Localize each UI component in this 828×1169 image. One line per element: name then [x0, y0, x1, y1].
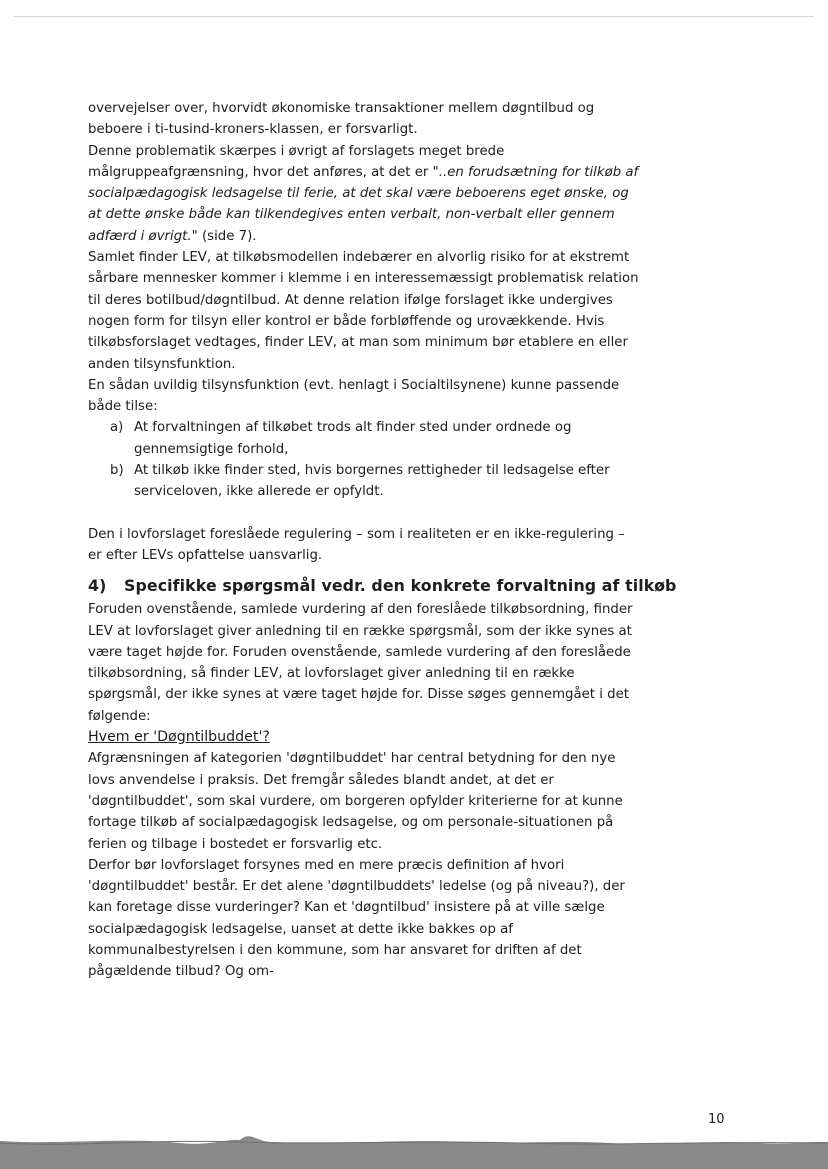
list-item-text: At tilkøb ikke finder sted, hvis borgernes rettigheder til ledsagelse efter serviceloven, ikke allerede er opfyldt. [134, 463, 610, 500]
paragraph-precise-definition: Derfor bør lovforslaget forsynes med en mere præcis definition af hvori 'døgntilbuddet' består. Er det alene 'døgntilbuddets' ledelse (og på niveau?), der kan foretage disse vurderinger? Kan et 'døgntilbud' insistere på at ville sælge socialpædagogisk ledsagelse, uanset at dette ikke bakkes op af kommunalbestyrelsen i den kommune, som har ansvaret for driften af det pågældende tilbud? Og om- [88, 857, 625, 980]
subheading: Hvem er 'Døgntilbuddet'? [88, 729, 270, 746]
list-item-text: At forvaltningen af tilkøbet trods alt finder sted under ordnede og gennemsigtige forhold, [134, 420, 572, 457]
paragraph-target-group [88, 141, 640, 247]
list-marker: a) [110, 420, 124, 436]
paragraph-risk-assessment: Samlet finder LEV, at tilkøbsmodellen indebærer en alvorlig risiko for at ekstremt sårbare mennesker kommer i klemme i en interessemæssigt problematisk relation til deres botilbud/døgntilbud. At denne relation ifølge forslaget ikke undergives nogen form for tilsyn eller kontrol er både forbløffende og urovækkende. Hvis tilkøbsforslaget vedtages, finder LEV, at man som minimum bør etablere en eller anden tilsynsfunktion. [88, 250, 639, 372]
supervision-section [88, 375, 640, 503]
section-title: Specifikke spørgsmål vedr. den konkrete forvaltning af tilkøb [124, 576, 677, 596]
list-item [88, 417, 640, 460]
document-body [88, 98, 677, 983]
paragraph-regulation: Den i lovforslaget foreslåede regulering – som i realiteten er en ikke-regulering – er efter LEVs opfattelse uansvarlig. [88, 526, 625, 563]
supervision-list [88, 417, 640, 502]
paragraph-definition: Afgrænsningen af kategorien 'døgntilbuddet' har central betydning for den nye lovs anvendelse i praksis. Det fremgår således blandt andet, at det er 'døgntilbuddet', som skal vurdere, om borgeren opfylder kriterierne for at kunne fortage tilkøb af socialpædagogisk ledsagelse, og om personale-situationen på ferien og tilbage i bostedet er forsvarlig etc. [88, 751, 623, 852]
scan-bottom-band [0, 1127, 828, 1169]
section-number: 4) [88, 576, 107, 596]
page-number: 10 [708, 1112, 725, 1127]
paragraph-text: Denne problematik skærpes i øvrigt af forslagets meget brede målgruppeafgrænsning, hvor det anføres, at det er [88, 143, 505, 180]
section-heading [88, 573, 677, 599]
paragraph-transactions: overvejelser over, hvorvidt økonomiske transaktioner mellem døgntilbud og beboere i ti-tusind-kroners-klassen, er forsvarligt. [88, 101, 595, 138]
quoted-text: "..en forudsætning for tilkøb af socialpædagogisk ledsagelse til ferie, at det skal være beboerens eget ønske, og at dette ønske både kan tilkendegives enten verbalt, non-verbalt eller gennem adfærd i øvrigt." [88, 164, 639, 244]
list-item [88, 460, 640, 503]
page-reference: (side 7). [197, 228, 257, 244]
scan-top-edge [14, 16, 814, 17]
list-marker: b) [110, 463, 124, 479]
paragraph-questions-intro: Foruden ovenstående, samlede vurdering af den foreslåede tilkøbsordning, finder LEV at lovforslaget giver anledning til en række spørgsmål, som der ikke synes at være taget højde for. Foruden ovenstående, samlede vurdering af den foreslåede tilkøbsordning, så finder LEV, at lovforslaget giver anledning til en række spørgsmål, der ikke synes at være taget højde for. Disse søges gennemgået i det følgende: [88, 602, 633, 724]
paragraph-supervision: En sådan uvildig tilsynsfunktion (evt. henlagt i Socialtilsynene) kunne passende både tilse: [88, 377, 620, 415]
